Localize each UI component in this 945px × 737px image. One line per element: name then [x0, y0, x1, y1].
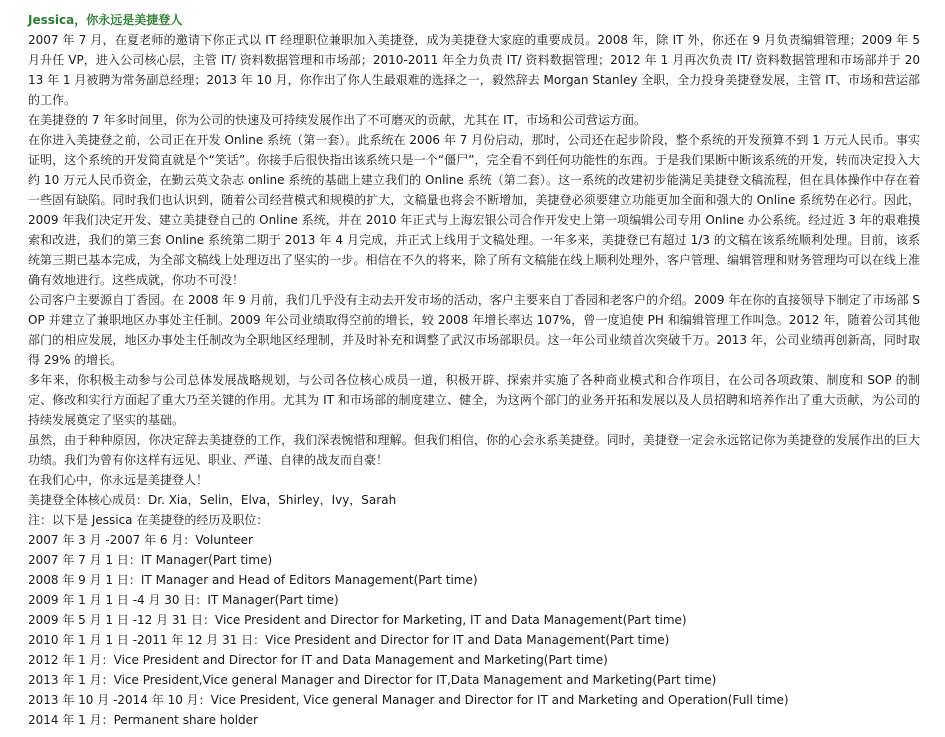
timeline-note: 注：以下是 Jessica 在美捷登的经历及职位：: [28, 513, 269, 527]
paragraph-online-system: 在你进入美捷登之前，公司正在开发 Online 系统（第一套）。此系统在 2006 年 7 月份启动，那时，公司还在起步阶段，整个系统的开发预算不到 1 万元人民币。事实证明，这个系统的开发简直就是个“笑话”。你接手后很快指出该系统只是一个“僵尸”，完全看不到任何功能性的东西。于是我们果断中断该系统的开发，转而决定投入大约 10 万元人民币资金，在勤云英文杂志 online 系统的基础上建立我们的 Online 系统（第二套）。这一系统的改建初步能满足美捷登文稿流程，但在具体操作中存在着一些固有缺陷。同时我们也认识到，随着公司经营模式和规模的扩大，文稿量也将会不断增加，美捷登必须要建立功能更加全面和强大的 Online 系统势在必行。因此，2009 年我们决定开发、建立美捷登自己的 Online 系统，并在 2010 年正式与上海宏银公司合作开发史上第一项编辑公司专用 Online 办公系统。经过近 3 年的艰难摸索和改进，我们的第三套 Online 系统第二期于 2013 年 4 月完成，并正式上线用于文稿处理。一年多来，美捷登已有超过 1/3 的文稿在该系统顺利处理。目前，该系统第三期已基本完成，为全部文稿线上处理迈出了坚实的一步。相信在不久的将来，除了所有文稿能在线上顺利处理外，客户管理、编辑管理和财务管理均可以在线上准确有效地进行。这些成就，你功不可没！: [28, 133, 920, 287]
timeline-item: 2014 年 1 月：Permanent share holder: [28, 713, 258, 727]
timeline-item: 2013 年 1 月：Vice President,Vice general Manager and Director for IT,Data Management and Marketing(Part time): [28, 673, 717, 687]
timeline-item: 2008 年 9 月 1 日：IT Manager and Head of Editors Management(Part time): [28, 573, 478, 587]
paragraph-market-development: 公司客户主要源自丁香园。在 2008 年 9 月前，我们几乎没有主动去开发市场的活动，客户主要来自丁香园和老客户的介绍。2009 年在你的直接领导下制定了市场部 SOP 并建立了兼职地区办事处主任制。2009 年公司业绩取得空前的增长，较 2008 年增长率达 107%，曾一度追使 PH 和编辑管理工作叫急。2012 年，随着公司其他部门的相应发展，地区办事处主任制改为全职地区经理制，并及时补充和调整了武汉市场部职员。这一年公司业绩首次突破千万。2013 年，公司业绩再创新高，同时取得 29% 的增长。: [28, 293, 920, 367]
letter-title: Jessica，你永远是美捷登人: [28, 13, 183, 27]
timeline-item: 2012 年 1 月：Vice President and Director for IT and Data Management and Marketing(Part time): [28, 653, 608, 667]
paragraph-strategy-participation: 多年来，你积极主动参与公司总体发展战略规划，与公司各位核心成员一道，积极开辟、探索并实施了各种商业模式和合作项目，在公司各项政策、制度和 SOP 的制定、修改和实行方面起了重大乃至关键的作用。尤其为 IT 和市场部的制度建立、健全，为这两个部门的业务开拓和发展以及人员招聘和培养作出了重大贡献，为公司的持续发展奠定了坚实的基础。: [28, 373, 920, 427]
timeline-item: 2009 年 5 月 1 日 -12 月 31 日：Vice President and Director for Marketing, IT and Data Management(Part time): [28, 613, 687, 627]
paragraph-farewell: 虽然，由于种种原因，你决定辞去美捷登的工作，我们深表惋惜和理解。但我们相信，你的心会永系美捷登。同时，美捷登一定会永远铭记你为美捷登的发展作出的巨大功绩。我们为曾有你这样有远见、职业、严谨、自律的战友而自豪！: [28, 433, 920, 467]
timeline-item: 2010 年 1 月 1 日 -2011 年 12 月 31 日：Vice President and Director for IT and Data Management(Part time): [28, 633, 670, 647]
signature-members: 美捷登全体核心成员：Dr. Xia，Selin，Elva，Shirley，Ivy，Sarah: [28, 493, 397, 507]
timeline-item: 2007 年 3 月 -2007 年 6 月：Volunteer: [28, 533, 253, 547]
closing-line: 在我们心中，你永远是美捷登人！: [28, 473, 209, 487]
timeline-item: 2007 年 7 月 1 日：IT Manager(Part time): [28, 553, 273, 567]
timeline-item: 2013 年 10 月 -2014 年 10 月：Vice President, Vice general Manager and Director for IT and Marketing and Operation(Full time): [28, 693, 789, 707]
paragraph-career-history: 2007 年 7 月，在夏老师的邀请下你正式以 IT 经理职位兼职加入美捷登，成为美捷登大家庭的重要成员。2008 年，除 IT 外，你还在 9 月负责编辑管理；2009 年 5 月升任 VP，进入公司核心层，主管 IT/ 资料数据管理和市场部；2010-2011 年全力负责 IT/ 资料数据管理；2012 年 1 月再次负责 IT/ 资料数据管理和市场部并于 2013 年 1 月被聘为常务副总经理；2013 年 10 月，你作出了你人生最艰难的选择之一，毅然辞去 Morgan Stanley 全职，全力投身美捷登发展，主管 IT、市场和营运部的工作。: [28, 33, 920, 107]
timeline-list: [28, 530, 920, 730]
letter-document: [28, 10, 920, 730]
timeline-item: 2009 年 1 月 1 日 -4 月 30 日：IT Manager(Part time): [28, 593, 339, 607]
paragraph-contribution-summary: 在美捷登的 7 年多时间里，你为公司的快速及可持续发展作出了不可磨灭的贡献，尤其在 IT，市场和公司营运方面。: [28, 113, 646, 127]
